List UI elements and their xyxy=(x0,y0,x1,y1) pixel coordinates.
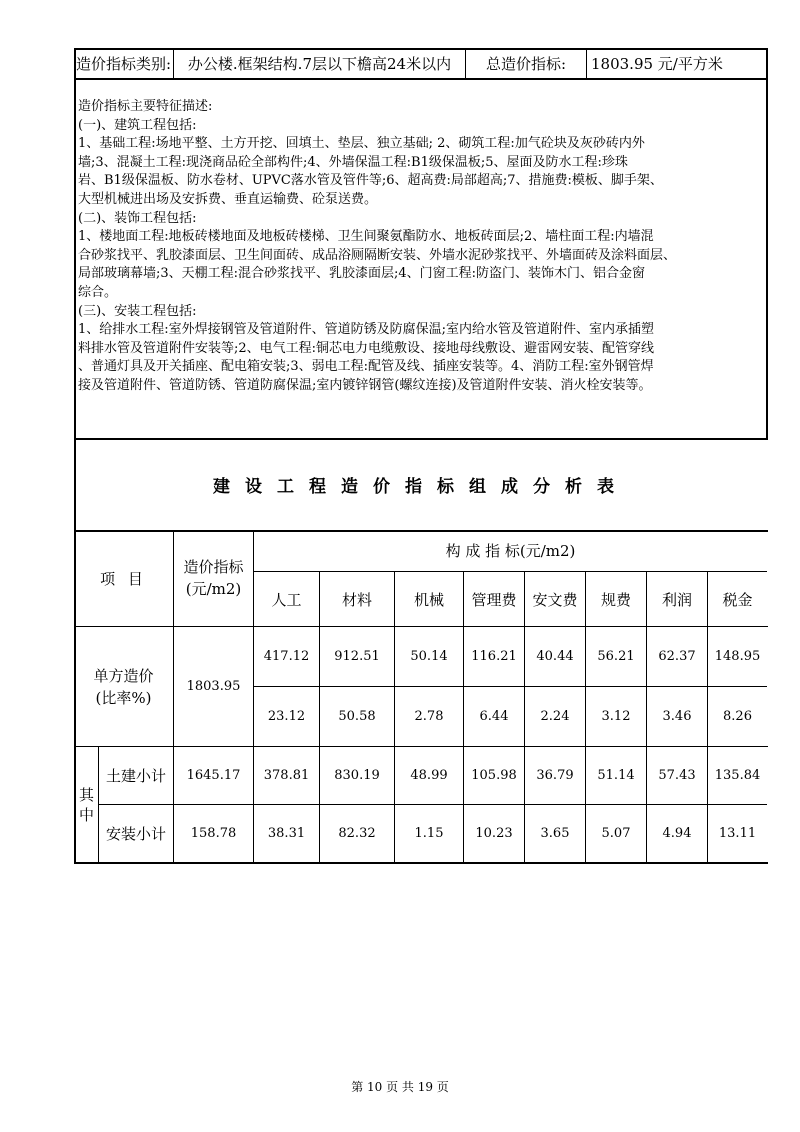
ratio-value: 6.44 xyxy=(479,709,509,724)
install-subtotal-value: 4.94 xyxy=(662,826,692,841)
unit-value: 62.37 xyxy=(658,649,696,664)
subcol-labor: 人工 xyxy=(271,590,302,609)
unit-value: 50.14 xyxy=(410,649,448,664)
civil-subtotal-value: 51.14 xyxy=(597,768,635,783)
description-line: 墙;3、混凝土工程:现浇商品砼全部构件;4、外墙保温工程:B1级保温板;5、屋面及防水工程:珍珠 xyxy=(78,154,628,170)
item-column-header: 项 目 xyxy=(100,569,147,588)
page-number: 第 10 页 共 19 页 xyxy=(351,1080,449,1094)
subcol-safety: 安文费 xyxy=(532,590,578,609)
civil-subtotal-value: 105.98 xyxy=(471,768,517,783)
description-line: 接及管道附件、管道防锈、管道防腐保温;室内镀锌钢管(螺纹连接)及管道附件安装、消火栓安装等。 xyxy=(78,377,652,393)
civil-subtotal-total: 1645.17 xyxy=(186,768,241,783)
description-line: 、普通灯具及开关插座、配电箱安装;3、弱电工程:配管及线、插座安装等。4、消防工程:室外钢管焊 xyxy=(78,359,654,375)
subcol-tax: 税金 xyxy=(722,590,753,609)
description-line: (一)、建筑工程包括: xyxy=(78,117,197,133)
ratio-value: 2.24 xyxy=(540,709,570,724)
install-subtotal-label: 安装小计 xyxy=(105,825,166,843)
install-subtotal-value: 38.31 xyxy=(267,826,306,841)
civil-subtotal-label: 土建小计 xyxy=(105,767,166,785)
civil-subtotal-value: 830.19 xyxy=(334,768,380,783)
description-line: 造价指标主要特征描述: xyxy=(78,99,213,114)
description-line: 局部玻璃幕墙;3、天棚工程:混合砂浆找平、乳胶漆面层;4、门窗工程:防盗门、装饰木门、铝合金窗 xyxy=(78,266,646,282)
description-line: 岩、B1级保温板、防水卷材、UPVC落水管及管件等;6、超高费:局部超高;7、措施费:模板、脚手架、 xyxy=(78,173,663,189)
total-label: 总造价指标: xyxy=(485,54,567,73)
among-label xyxy=(75,747,98,862)
description-line: 合砂浆找平、乳胶漆面层、卫生间面砖、成品浴厕隔断安装、外墙水泥砂浆找平、外墙面砖及涂料面层、 xyxy=(78,247,677,263)
ratio-value: 3.46 xyxy=(662,709,692,724)
subcol-fees: 规费 xyxy=(600,590,631,609)
civil-subtotal-value: 48.99 xyxy=(410,768,448,783)
unit-cost-label-line1: 单方造价 xyxy=(93,666,154,685)
description-line: 综合。 xyxy=(78,284,118,300)
category-value: 办公楼.框架结构.7层以下檐高24米以内 xyxy=(187,54,452,73)
total-value: 1803.95 元/平方米 xyxy=(591,54,723,73)
unit-value: 56.21 xyxy=(597,649,635,664)
install-subtotal-value: 3.65 xyxy=(540,826,570,841)
index-column-header xyxy=(174,530,253,626)
install-subtotal-value: 5.07 xyxy=(601,826,631,841)
install-subtotal-value: 13.11 xyxy=(718,826,757,841)
install-subtotal-value: 10.23 xyxy=(475,826,513,841)
install-subtotal-value: 82.32 xyxy=(338,826,376,841)
unit-value: 40.44 xyxy=(536,649,574,664)
civil-subtotal-value: 135.84 xyxy=(714,768,761,783)
unit-cost-row-label xyxy=(74,627,173,746)
description-line: 1、给排水工程:室外焊接钢管及管道附件、管道防锈及防腐保温;室内给水管及管道附件、室内承插塑 xyxy=(78,322,655,338)
civil-subtotal-value: 36.79 xyxy=(536,768,574,783)
table-title: 建设工程造价指标组成分析表 xyxy=(213,477,629,497)
feature-description xyxy=(78,98,766,396)
subcol-profit: 利润 xyxy=(661,590,692,609)
subcol-material: 材料 xyxy=(341,590,372,609)
ratio-value: 2.78 xyxy=(414,709,444,724)
among-label-char1: 其 xyxy=(78,785,94,804)
subcol-machinery: 机械 xyxy=(413,590,444,609)
description-line: 1、楼地面工程:地板砖楼地面及地板砖楼梯、卫生间聚氨酯防水、地板砖面层;2、墙柱面工程:内墙混 xyxy=(78,229,654,245)
ratio-value: 3.12 xyxy=(601,709,631,724)
unit-cost-label-line2: (比率%) xyxy=(95,688,152,707)
install-subtotal-value: 1.15 xyxy=(414,826,444,841)
description-line: 料排水管及管道附件安装等;2、电气工程:铜芯电力电缆敷设、接地母线敷设、避雷网安装、配管穿线 xyxy=(78,340,655,356)
install-subtotal-total: 158.78 xyxy=(190,826,237,841)
unit-value: 912.51 xyxy=(334,649,380,664)
description-line: 1、基础工程:场地平整、土方开挖、回填土、垫层、独立基础; 2、砌筑工程:加气砼块及灰砂砖内外 xyxy=(78,136,645,152)
index-header-line1: 造价指标 xyxy=(183,558,244,576)
unit-cost-total: 1803.95 xyxy=(186,679,241,694)
ratio-value: 8.26 xyxy=(723,709,752,724)
category-label: 造价指标类别: xyxy=(75,54,172,73)
unit-value: 116.21 xyxy=(471,649,517,664)
description-line: (三)、安装工程包括: xyxy=(78,303,197,319)
subcol-management: 管理费 xyxy=(471,590,517,609)
ratio-value: 50.58 xyxy=(338,709,376,724)
ratio-value: 23.12 xyxy=(267,709,306,724)
among-label-char2: 中 xyxy=(78,805,94,824)
composition-group-header: 构 成 指 标(元/m2) xyxy=(445,542,576,560)
description-line: (二)、装饰工程包括: xyxy=(78,210,197,226)
description-line: 大型机械进出场及安拆费、垂直运输费、砼泵送费。 xyxy=(78,191,378,207)
index-header-line2: (元/m2) xyxy=(185,580,242,598)
civil-subtotal-value: 378.81 xyxy=(263,768,310,783)
unit-value: 148.95 xyxy=(714,649,761,664)
civil-subtotal-value: 57.43 xyxy=(658,768,696,783)
unit-value: 417.12 xyxy=(263,649,310,664)
